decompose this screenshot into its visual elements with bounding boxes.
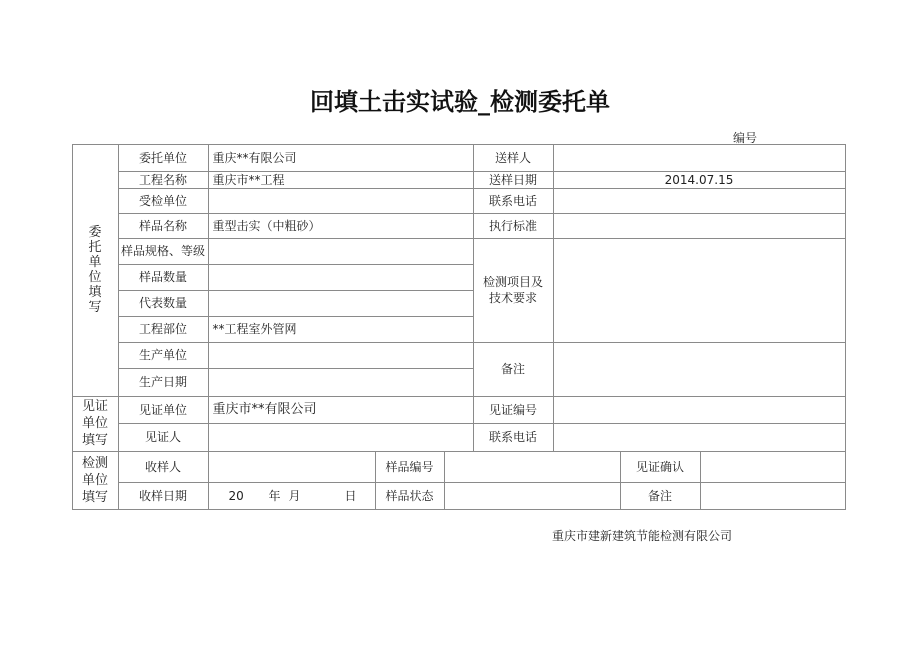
field-label: 受检单位 (118, 188, 209, 214)
date-day-unit: 日 (344, 488, 357, 503)
client-section-label: 委 托 单 位 填 写 (72, 144, 119, 397)
field-label: 见证确认 (620, 451, 701, 483)
field-label: 见证人 (118, 423, 209, 452)
field-value[interactable] (553, 188, 846, 214)
date-month-unit: 月 (288, 488, 301, 503)
field-value[interactable] (208, 423, 474, 452)
field-value[interactable]: 重庆**有限公司 (208, 144, 474, 172)
field-label: 送样人 (473, 144, 554, 172)
field-label: 样品规格、等级 (118, 238, 209, 265)
date-year: 20 (228, 488, 244, 503)
field-label: 工程部位 (118, 316, 209, 343)
field-label: 工程名称 (118, 171, 209, 189)
field-value[interactable] (553, 396, 846, 424)
field-label: 样品编号 (375, 451, 445, 483)
field-value[interactable] (444, 451, 621, 483)
field-value[interactable] (553, 342, 846, 397)
field-label: 收样日期 (118, 482, 209, 510)
field-value[interactable] (208, 188, 474, 214)
field-label: 样品数量 (118, 264, 209, 291)
field-value[interactable] (700, 451, 846, 483)
field-value[interactable]: 2014.07.15 (553, 171, 846, 189)
field-label: 委托单位 (118, 144, 209, 172)
field-label: 见证编号 (473, 396, 554, 424)
page-title: 回填土击实试验_检测委托单 (310, 88, 610, 116)
field-value[interactable] (208, 451, 376, 483)
number-label: 编号 (733, 131, 758, 145)
field-label: 执行标准 (473, 213, 554, 239)
lab-section-label: 检测 单位 填写 (72, 451, 119, 510)
field-label: 生产单位 (118, 342, 209, 369)
field-label: 收样人 (118, 451, 209, 483)
field-value[interactable] (553, 213, 846, 239)
field-value[interactable] (553, 423, 846, 452)
field-value[interactable]: 重庆市**有限公司 (208, 396, 474, 424)
date-year-unit: 年 (268, 488, 281, 503)
company-footer: 重庆市建新建筑节能检测有限公司 (552, 529, 733, 543)
field-value[interactable] (700, 482, 846, 510)
field-label: 代表数量 (118, 290, 209, 317)
field-value[interactable] (208, 290, 474, 317)
field-label: 生产日期 (118, 368, 209, 397)
field-value[interactable] (208, 482, 376, 510)
field-label: 样品状态 (375, 482, 445, 510)
field-label: 联系电话 (473, 423, 554, 452)
field-value[interactable] (553, 238, 846, 343)
field-label: 检测项目及 技术要求 (473, 238, 554, 343)
field-label: 备注 (620, 482, 701, 510)
field-value[interactable] (208, 264, 474, 291)
field-value[interactable]: 重型击实（中粗砂） (208, 213, 474, 239)
field-label: 样品名称 (118, 213, 209, 239)
field-value[interactable] (208, 368, 474, 397)
field-value[interactable] (208, 342, 474, 369)
field-label: 联系电话 (473, 188, 554, 214)
field-value[interactable]: 重庆市**工程 (208, 171, 474, 189)
field-label: 备注 (473, 342, 554, 397)
field-value[interactable] (444, 482, 621, 510)
field-value[interactable] (553, 144, 846, 172)
field-value[interactable] (208, 238, 474, 265)
witness-section-label: 见证 单位 填写 (72, 396, 119, 452)
field-label: 送样日期 (473, 171, 554, 189)
field-label: 见证单位 (118, 396, 209, 424)
field-value[interactable]: **工程室外管网 (208, 316, 474, 343)
